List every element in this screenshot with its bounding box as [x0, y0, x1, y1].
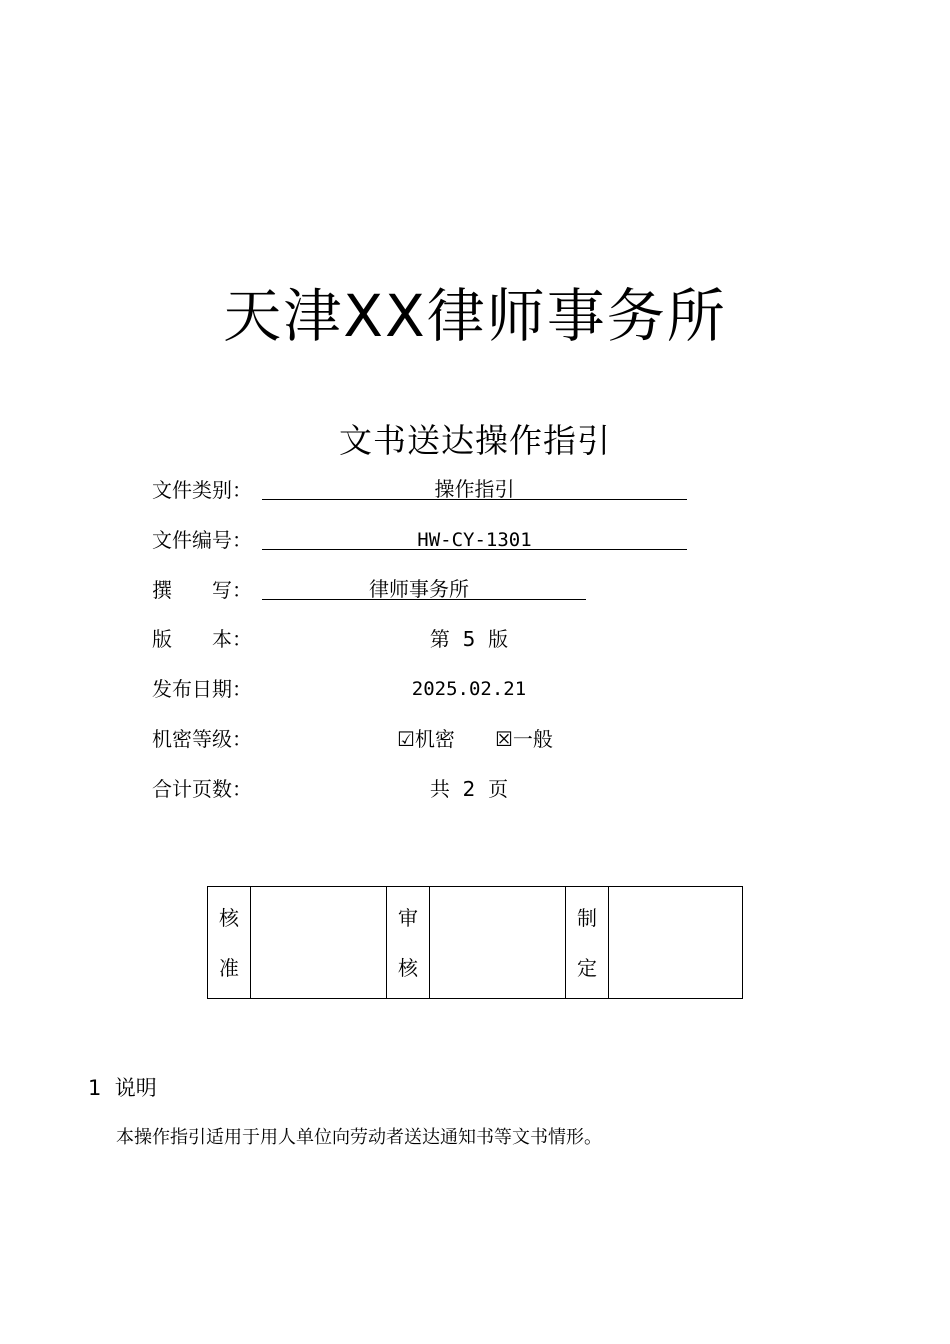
section-heading: 1 说明 [88, 1076, 157, 1100]
pages-label: 合计页数： [152, 777, 252, 801]
approve-header-char2: 准 [219, 955, 239, 980]
review-header-char1: 审 [398, 905, 418, 930]
review-signature-cell[interactable] [430, 887, 566, 999]
approve-signature-cell[interactable] [251, 887, 387, 999]
version-value: 第 5 版 [429, 627, 509, 651]
document-title: 文书送达操作指引 [339, 421, 611, 460]
draft-header [566, 887, 609, 999]
pages-value: 共 2 页 [429, 777, 509, 801]
number-label: 文件编号： [152, 528, 252, 552]
approve-header-char1: 核 [219, 905, 239, 930]
section-text: 本操作指引适用于用人单位向劳动者送达通知书等文书情形。 [116, 1127, 602, 1148]
draft-header-char2: 定 [577, 955, 597, 980]
secrecy-option-general[interactable]: ☒一般 [495, 727, 553, 751]
secrecy-option-confidential[interactable]: ☑机密 [397, 727, 455, 751]
author-label: 撰 写： [152, 578, 252, 602]
review-header-char2: 核 [398, 955, 418, 980]
organization-name: 天津XX律师事务所 [223, 282, 727, 350]
author-value: 律师事务所 [369, 577, 469, 601]
version-label: 版 本： [152, 627, 252, 651]
review-header [387, 887, 430, 999]
date-value: 2025.02.21 [411, 678, 527, 700]
number-value: HW-CY-1301 [417, 529, 532, 551]
category-label: 文件类别： [152, 478, 252, 502]
draft-header-char1: 制 [577, 905, 597, 930]
draft-signature-cell[interactable] [609, 887, 743, 999]
approval-table [207, 886, 743, 999]
date-label: 发布日期： [152, 677, 252, 701]
approve-header [208, 887, 251, 999]
secrecy-label: 机密等级： [152, 727, 252, 751]
category-value: 操作指引 [434, 477, 515, 501]
